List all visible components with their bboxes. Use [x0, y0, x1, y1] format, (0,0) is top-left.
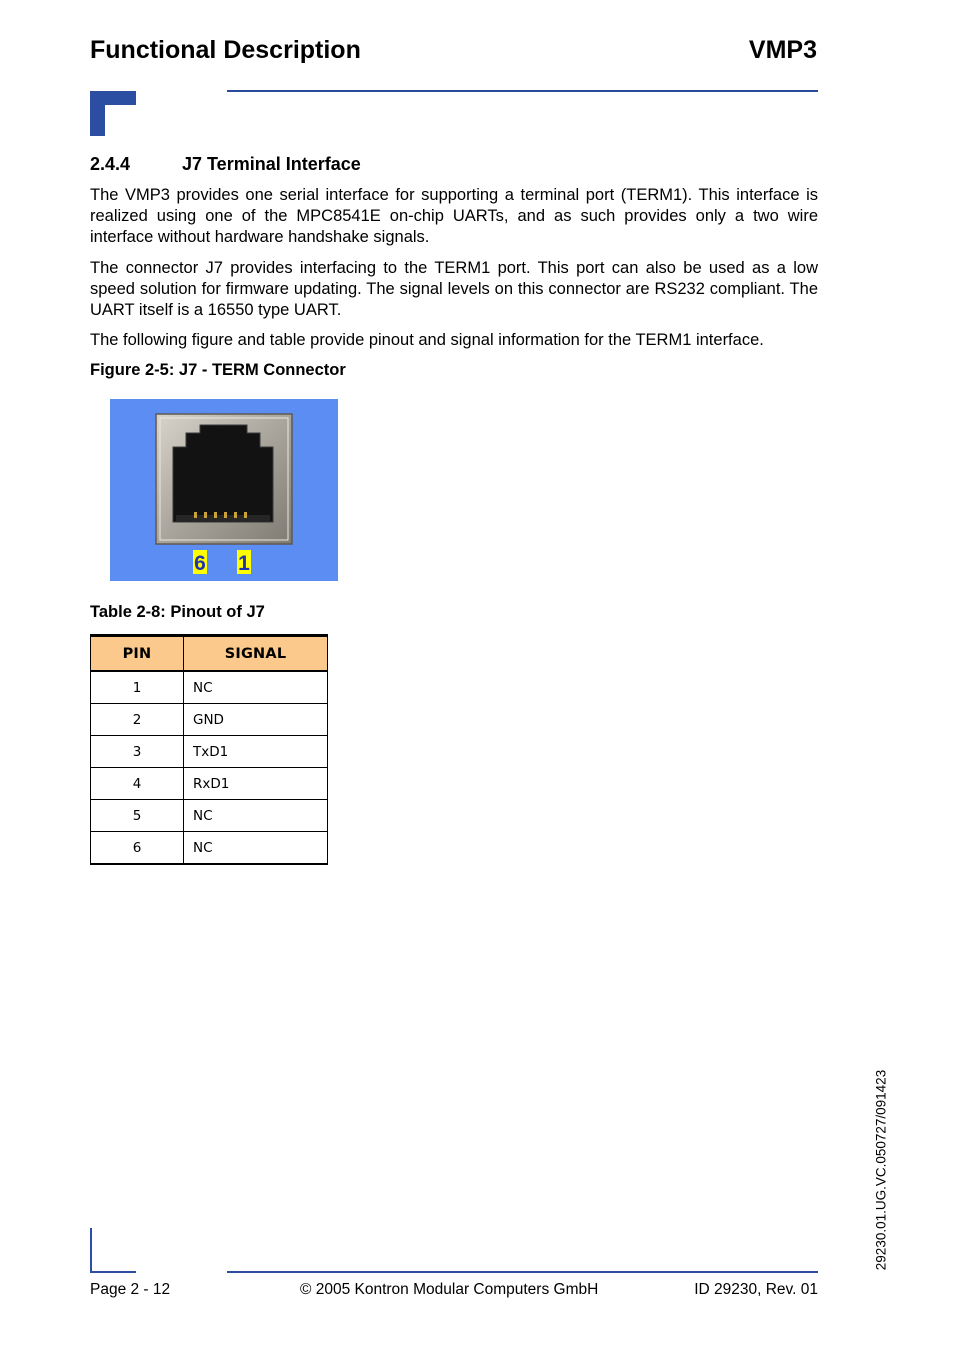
header-rule [227, 90, 818, 92]
footer-doc-id: ID 29230, Rev. 01 [694, 1281, 818, 1298]
signal-cell: NC [184, 800, 328, 832]
footer-corner-vertical [90, 1228, 92, 1273]
pin-1-label-text: 1 [238, 552, 250, 575]
table-row [91, 704, 328, 736]
section-title: J7 Terminal Interface [182, 154, 361, 174]
vertical-document-id-text: 29230.01.UG.VC.050727/091423 [873, 1069, 889, 1271]
rj45-connector-image [110, 399, 338, 581]
pin-cell: 6 [91, 832, 184, 865]
paragraph-2: The connector J7 provides interfacing to the TERM1 port. This port can also be used as a low speed solution for firmware updating. The signal levels on this connector are RS232 compliant. The UART itself is a 16550 type UART. [90, 259, 818, 319]
table-row [91, 671, 328, 704]
signal-cell: TxD1 [184, 736, 328, 768]
signal-cell: NC [184, 671, 328, 704]
section-heading [90, 154, 361, 175]
table-row [91, 768, 328, 800]
table-caption: Table 2-8: Pinout of J7 [90, 603, 265, 621]
pinout-table [90, 634, 328, 865]
pin-cell: 2 [91, 704, 184, 736]
pin-cell: 1 [91, 671, 184, 704]
column-header-signal: SIGNAL [184, 636, 328, 672]
pin-6-label-text: 6 [194, 552, 206, 575]
connector-figure [110, 399, 338, 581]
paragraph-3: The following figure and table provide pinout and signal information for the TERM1 interface. [90, 331, 764, 349]
vertical-document-id [868, 1065, 894, 1275]
corner-mark-horizontal [90, 91, 136, 105]
pin-1-label [237, 550, 251, 575]
footer-corner-horizontal [90, 1271, 136, 1273]
footer-page-number: Page 2 - 12 [90, 1281, 171, 1298]
column-header-pin: PIN [91, 636, 184, 672]
signal-cell: GND [184, 704, 328, 736]
section-number: 2.4.4 [90, 154, 131, 174]
table-row [91, 736, 328, 768]
footer-rule [227, 1271, 818, 1273]
page-header-title: Functional Description [90, 36, 361, 64]
paragraph-1: The VMP3 provides one serial interface for supporting a terminal port (TERM1). This interface is realized using one of the MPC8541E on-chip UARTs, and as such provides only a two wire interface without hardware handshake signals. [90, 186, 818, 246]
signal-cell: NC [184, 832, 328, 865]
table-row [91, 832, 328, 865]
signal-cell: RxD1 [184, 768, 328, 800]
footer-copyright: © 2005 Kontron Modular Computers GmbH [300, 1281, 599, 1298]
page-header-product: VMP3 [748, 36, 817, 64]
table-header-row [91, 636, 328, 672]
table-row [91, 800, 328, 832]
pin-cell: 3 [91, 736, 184, 768]
pin-6-label [193, 550, 207, 575]
figure-caption: Figure 2-5: J7 - TERM Connector [90, 361, 346, 379]
pin-cell: 4 [91, 768, 184, 800]
pin-cell: 5 [91, 800, 184, 832]
